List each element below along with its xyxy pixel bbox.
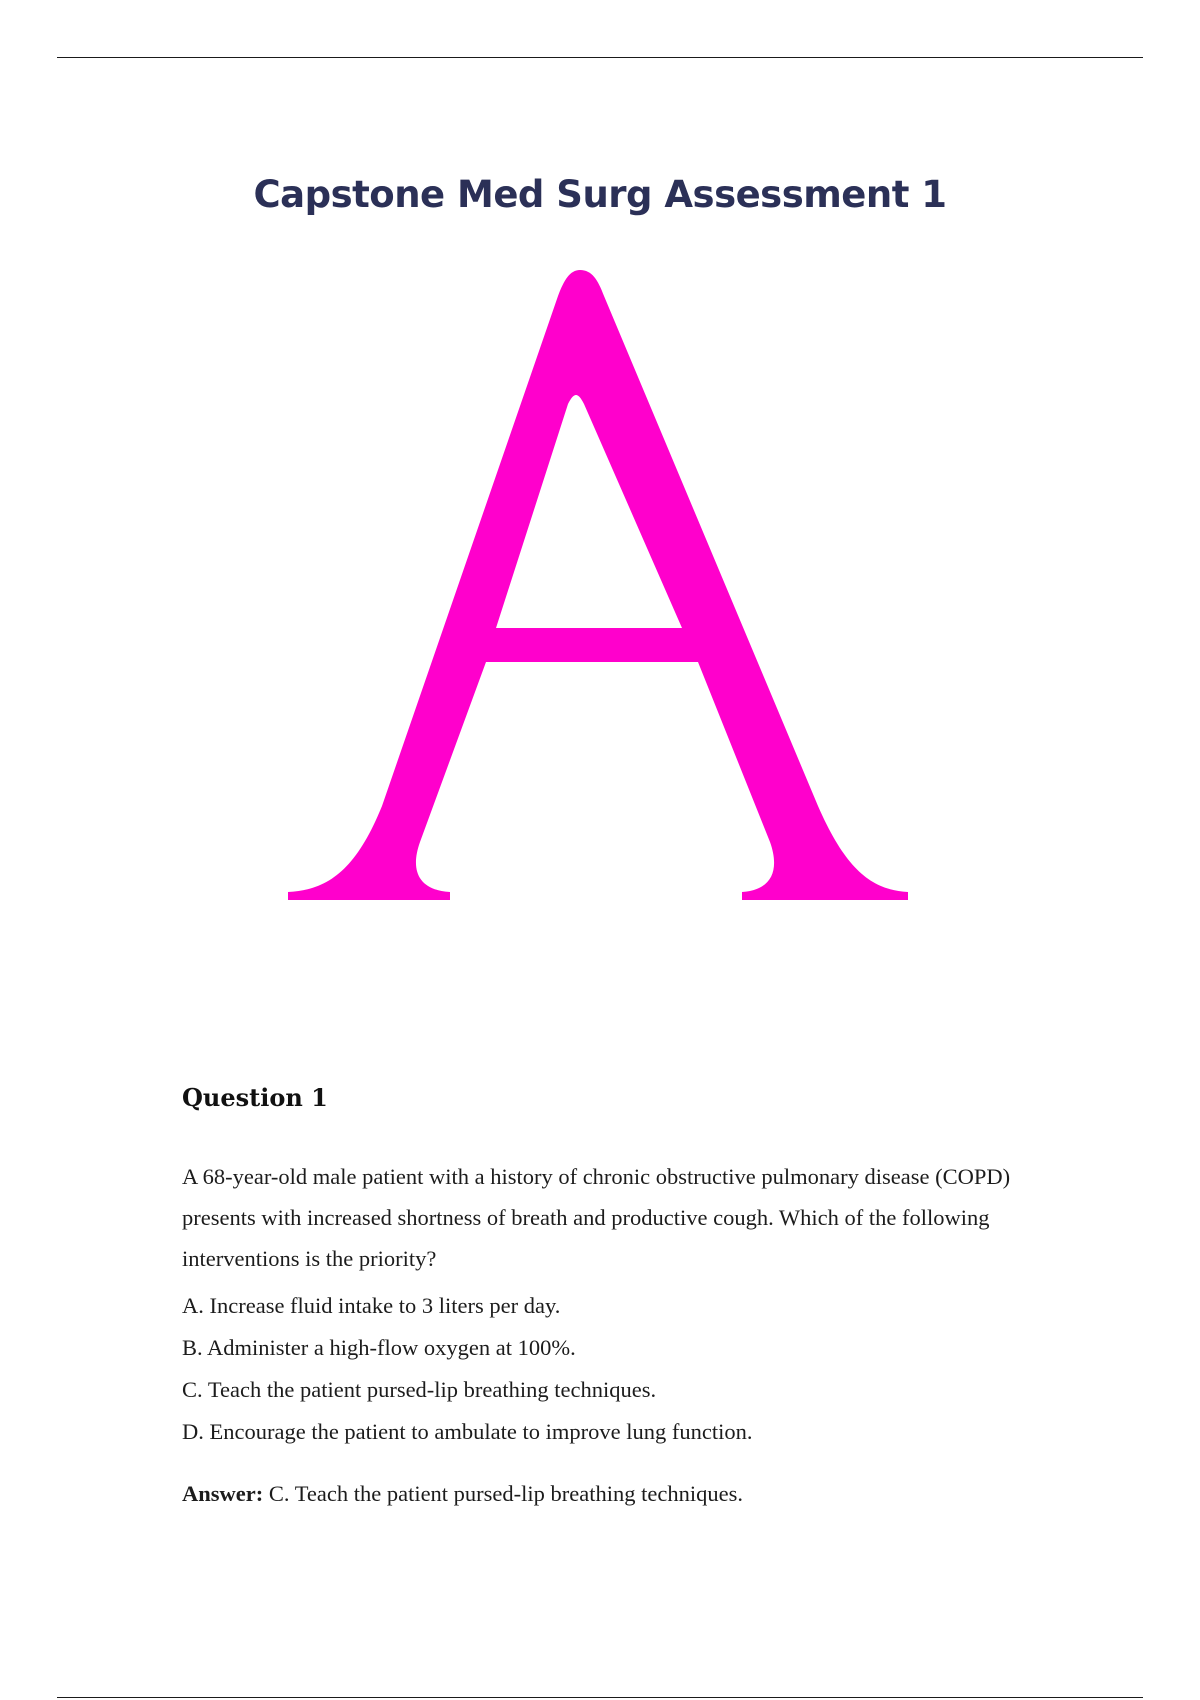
answer-line [182,1481,743,1507]
question-heading: Question 1 [182,1082,328,1112]
option-c: C. Teach the patient pursed-lip breathing techniques. [182,1377,657,1402]
answer-label: Answer: [182,1481,264,1506]
document-title: Capstone Med Surg Assessment 1 [253,172,947,216]
question-text: A 68-year-old male patient with a history of chronic obstructive pulmonary disease (COPD) presents with increased shortness of breath and productive cough. Which of the following interventions is the priority? [182,1163,1011,1271]
header-rule [57,57,1143,58]
answer-text: C. Teach the patient pursed-lip breathing techniques. [268,1481,743,1506]
option-d: D. Encourage the patient to ambulate to improve lung function. [182,1419,753,1444]
answer-options [182,1285,1082,1453]
option-b: B. Administer a high-flow oxygen at 100%. [182,1335,576,1360]
footer-rule [57,1697,1143,1698]
grade-letter-a-graphic [280,270,920,920]
option-a: A. Increase fluid intake to 3 liters per day. [182,1293,561,1318]
grade-letter-a-glyph [288,270,908,900]
